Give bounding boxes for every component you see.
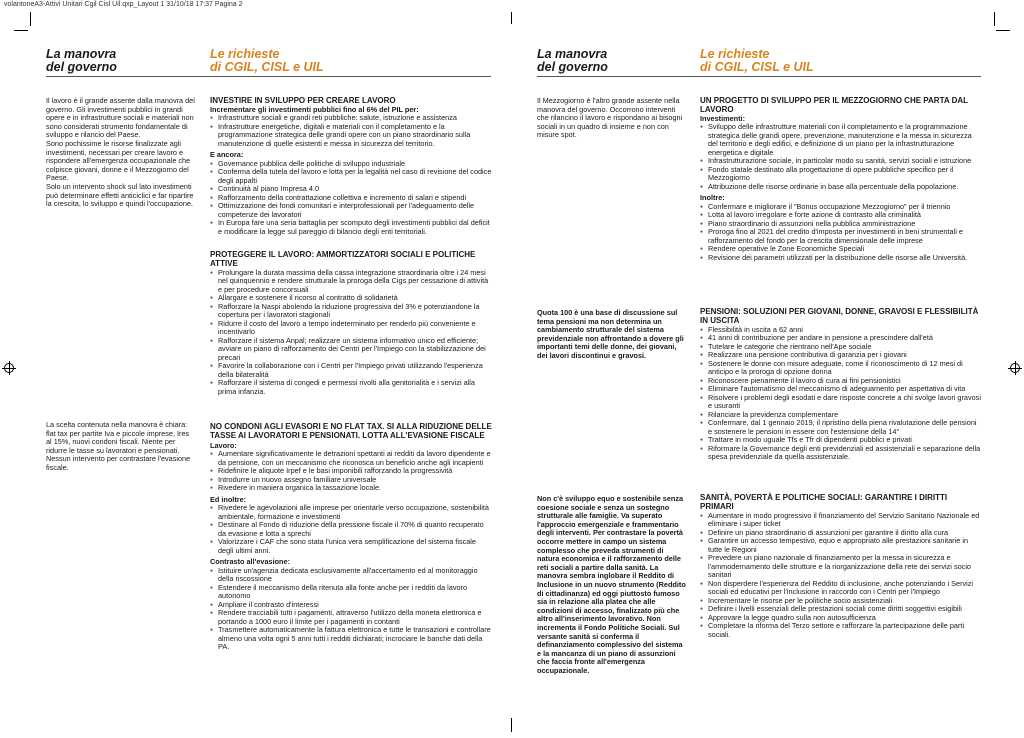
crop-mark — [14, 30, 28, 31]
list-item: ● Ridefinire le aliquote Irpef e le basi imponibili rafforzando la progressività — [210, 467, 492, 476]
list-item: ● Rafforzare la Naspi abolendo la riduzione progressiva del 3% e potenziandone la copertura per i lavoratori stagionali — [210, 303, 492, 320]
list-item: ● Prolungare la durata massima della cassa integrazione straordinaria oltre i 24 mesi nel quinquennio e rendere strutturale la proroga della Cigs per cessazione di attività e per procedure concorsuali — [210, 269, 492, 295]
list-item: ● Garantire un accesso tempestivo, equo e appropriato alle prestazioni sanitarie in tutte le Regioni — [700, 537, 982, 554]
list-item: ● Introdurre un nuovo assegno familiare universale — [210, 476, 492, 485]
list-item: ● Riformare la Governance degli enti previdenziali ed assistenziali e separazione della spesa previdenziale da quella assistenziale. — [700, 445, 982, 462]
section-subtitle: Investimenti: — [700, 113, 746, 123]
gov-text-pensioni: Quota 100 è una base di discussione sul tema pensioni ma non determina un cambiamento strutturale del sistema previdenziale non affrontando a dovere gli importanti temi delle donne, dei giovani, dei lavori discontinui e gravosi. — [537, 308, 684, 360]
list-item: ● Continuità al piano Impresa 4.0 — [210, 185, 492, 194]
list-item: ● In Europa fare una seria battaglia per scomputo degli investimenti pubblici dal deficit e modificare la legge sul pareggio di bilancio degli enti territoriali. — [210, 219, 492, 236]
list-item: ● Infrastrutturazione sociale, in particolar modo su sanità, servizi sociali e istruzione — [700, 157, 982, 166]
section-title: NO CONDONI AGLI EVASORI E NO FLAT TAX. SI ALLA RIDUZIONE DELLE TASSE AI LAVORATORI E PENSIONATI. LOTTA ALL'EVASIONE FISCALE — [210, 422, 492, 440]
list-item: ● Confermare, dal 1 gennaio 2019, il ripristino della piena rivalutazione delle pensioni e sostenere le pensioni in essere con l'estensione della 14° — [700, 419, 982, 436]
gov-text-lavoro: Il lavoro è il grande assente dalla manovra del governo. Gli investimenti pubblici in grandi opere e in infrastrutture sociali e materiali non sono considerati strumento fondamentale di sviluppo e rilancio del Paese. Sono pochissime le risorse finalizzate agli investimenti, necessari per creare lavoro e rispondere all'emergenza occupazionale che colpisce giovani, donne e il Mezzogiorno del Paese. Solo un intervento shock sul lato investimenti può determinare effetti anticiclici e far ripartire la crescita, lo sviluppo e quindi l'occupazione. — [46, 96, 195, 209]
crop-mark — [30, 12, 31, 26]
crop-mark — [511, 12, 512, 24]
list-item: ● Risolvere i problemi degli esodati e dare risposte concrete a chi svolge lavori gravosi e usuranti — [700, 394, 982, 411]
gov-text-sanita: Non c'è sviluppo equo e sostenibile senza coesione sociale e senza un sostegno strutturale alle famiglie. Va superato l'approccio emergenziale e frammentario degli interventi. Per contrastare la povertà occorre mettere in campo un sistema complesso che preveda strumenti di natura economica e il rafforzamento delle reti sociali a partire dalla sanità. La manovra sembra inglobare il Reddito di Inclusione in un nuovo strumento (Reddito di cittadinanza) ed oggi piuttosto fumoso sia in relazione alla platea che alle condizioni di accesso, finalizzato più che altro all'inserimento lavorativo. Non incrementa il Fondo Politiche Sociali. Sul versante sanità si conferma il definanziamento complessivo del sistema e la mancanza di un piano di assunzioni che faccia fronte all'emergenza occupazionale. — [537, 494, 686, 675]
section-subtitle: Incrementare gli investimenti pubblici fino al 6% del PIL per: — [210, 104, 419, 114]
list-item: ● Valorizzare i CAF che sono stata l'unica vera semplificazione del sistema fiscale degli ultimi anni. — [210, 538, 492, 555]
list-item: ● Sostenere le donne con misure adeguate, come il riconoscimento di 12 mesi di anticipo e la proroga di opzione donna — [700, 360, 982, 377]
crop-mark — [996, 30, 1010, 31]
list-item: ● 41 anni di contribuzione per andare in pensione a prescindere dall'età — [700, 334, 982, 343]
list-item: ● Revisione dei parametri utilizzati per la distribuzione delle risorse alle Università. — [700, 254, 982, 263]
list-item: ● Flessibilità in uscita a 62 anni — [700, 326, 982, 335]
list-item: ● Estendere il meccanismo della ritenuta alla fonte anche per i redditi da lavoro autonomo — [210, 584, 492, 601]
list-item: ● Ottimizzazione dei fondi comunitari e interprofessionali per l'adeguamento delle competenze dei lavoratori — [210, 202, 492, 219]
section-subtitle: Inoltre: — [700, 193, 725, 203]
list-item: ● Non disperdere l'esperienza del Reddito di inclusione, anche potenziando i Servizi sociali ed educativi per l'inclusione in raccordo con i Centri per l'Impiego — [700, 580, 982, 597]
header-gov-right: La manovra del governo — [537, 47, 608, 74]
registration-mark — [1010, 363, 1020, 373]
header-rule — [537, 76, 981, 77]
list-item: ● Approvare la legge quadro sulla non autosufficienza — [700, 614, 982, 623]
header-gov-left: La manovra del governo — [46, 47, 117, 74]
list-item: ● Rivedere le agevolazioni alle imprese per orientarle verso occupazione, sostenibilità ambientale, formazione e investimenti — [210, 504, 492, 521]
list-item: ● Istituire un'agenzia dedicata esclusivamente all'accertamento ed al monitoraggio della riscossione — [210, 567, 492, 584]
list-item: ● Governance pubblica delle politiche di sviluppo industriale — [210, 160, 492, 169]
section-mezzogiorno — [700, 97, 982, 262]
list-item: ● Definire i livelli essenziali delle prestazioni sociali come diritti soggettivi esigibili — [700, 605, 982, 614]
list-item: ● Fondo statale destinato alla progettazione di opere pubbliche specifico per il Mezzogiorno — [700, 166, 982, 183]
list-item: ● Trasmettere automaticamente la fattura elettronica e tutte le transazioni e controllare almeno una volta ogni 5 anni tutti i redditi dichiarati; incrociare le banche dati della PA. — [210, 626, 492, 652]
section-subtitle: Lavoro: — [210, 440, 237, 450]
section-sanita — [700, 494, 982, 639]
list-item: ● Piano straordinario di assunzioni nella pubblica amministrazione — [700, 220, 982, 229]
list-item: ● Allargare e sostenere il ricorso al contratto di solidarietà — [210, 294, 492, 303]
list-item: ● Prevedere un piano nazionale di finanziamento per la messa in sicurezza e l'ammodernamento delle strutture e la riorganizzazione della rete dei servizi socio sanitari — [700, 554, 982, 580]
section-title: SANITÀ, POVERTÀ E POLITICHE SOCIALI: GARANTIRE I DIRITTI PRIMARI — [700, 493, 948, 511]
list-item: ● Definire un piano straordinario di assunzioni per garantire il diritto alla cura — [700, 529, 982, 538]
crop-mark — [511, 718, 512, 732]
list-item: ● Tutelare le categorie che rientrano nell'Ape sociale — [700, 343, 982, 352]
list-item: ● Infrastrutture sociali e grandi reti pubbliche: salute, istruzione e assistenza — [210, 114, 492, 123]
list-item: ● Ridurre il costo del lavoro a tempo indeterminato per renderlo più conveniente e incentivarlo — [210, 320, 492, 337]
list-item: ● Rivedere in maniera organica la tassazione locale. — [210, 484, 492, 493]
list-item: ● Conferma della tutela del lavoro e lotta per la legalità nel caso di revisione del codice degli appalti — [210, 168, 492, 185]
list-item: ● Favorire la collaborazione con i Centri per l'Impiego privati utilizzando l'esperienza della bilateralità — [210, 362, 492, 379]
list-item: ● Proroga fino al 2021 del credito d'imposta per investimenti in beni strumentali e rafforzamento del fondo per la crescita dimensionale delle imprese — [700, 228, 982, 245]
crop-mark — [994, 12, 995, 26]
section-condoni — [210, 423, 492, 652]
list-item: ● Lotta al lavoro irregolare e forte azione di contrasto alla criminalità — [700, 211, 982, 220]
section-title: PROTEGGERE IL LAVORO: AMMORTIZZATORI SOCIALI E POLITICHE ATTIVE — [210, 250, 476, 268]
list-item: ● Infrastrutture energetiche, digitali e materiali con il completamento e la programmazione strategica delle grandi opere con un piano straordinario sulla manutenzione di quelle esistenti e messa in sicurezza del territorio. — [210, 123, 492, 149]
section-title: UN PROGETTO DI SVILUPPO PER IL MEZZOGIORNO CHE PARTA DAL LAVORO — [700, 96, 968, 114]
list-item: ● Incrementare le risorse per le politiche socio assistenziali — [700, 597, 982, 606]
section-subtitle: Ed inoltre: — [210, 494, 247, 504]
list-item: ● Aumentare in modo progressivo il finanziamento del Servizio Sanitario Nazionale ed eliminare i super ticket — [700, 512, 982, 529]
header-rule — [46, 76, 491, 77]
list-item: ● Riconoscere pienamente il lavoro di cura ai fini pensionistici — [700, 377, 982, 386]
print-slug: volantoneA3-Attivi Unitari Cgil Cisl Uil.qxp_Layout 1 31/10/18 17:37 Pagina 2 — [4, 1, 243, 8]
gov-text-fisco: La scelta contenuta nella manovra è chiara: flat tax per partite Iva e piccole imprese, Ires al 15%, nuovi condoni fiscali. Niente per ridurre le tasse su lavoratori e pensionati. Nessun intervento per contrastare l'evasione fiscale. — [46, 420, 191, 472]
list-item: ● Destinare al Fondo di riduzione della pressione fiscale il 70% di quanto recuperato da evasione e lotta a sprechi — [210, 521, 492, 538]
list-item: ● Rendere operative le Zone Economiche Speciali — [700, 245, 982, 254]
list-item: ● Rilanciare la previdenza complementare — [700, 411, 982, 420]
section-investire — [210, 97, 492, 236]
list-item: ● Completare la riforma del Terzo settore e rafforzare la partecipazione delle parti sociali. — [700, 622, 982, 639]
list-item: ● Rafforzamento della contrattazione collettiva e incremento di salari e stipendi — [210, 194, 492, 203]
section-title: PENSIONI: SOLUZIONI PER GIOVANI, DONNE, GRAVOSI E FLESSIBILITÀ IN USCITA — [700, 307, 979, 325]
gov-text-sud: Il Mezzogiorno è l'altro grande assente nella manovra del governo. Occorrono interventi che rilancino il lavoro e rispondano ai bisogni sociali in un quadro di insieme e non con misure spot. — [537, 96, 683, 140]
registration-mark — [4, 363, 14, 373]
list-item: ● Rafforzare il sistema di congedi e permessi rivolti alla genitorialità e i servizi alla prima infanzia. — [210, 379, 492, 396]
list-item: ● Confermare e migliorare il "Bonus occupazione Mezzogiorno" per il triennio — [700, 203, 982, 212]
list-item: ● Ampliare il contrasto d'interessi — [210, 601, 492, 610]
list-item: ● Attribuzione delle risorse ordinarie in base alla percentuale della popolazione. — [700, 183, 982, 192]
list-item: ● Eliminare l'automatismo del meccanismo di adeguamento per aspettativa di vita — [700, 385, 982, 394]
section-subtitle: Contrasto all'evasione: — [210, 557, 290, 567]
header-req-left: Le richieste di CGIL, CISL e UIL — [210, 47, 324, 74]
section-title: INVESTIRE IN SVILUPPO PER CREARE LAVORO — [210, 96, 396, 105]
list-item: ● Sviluppo delle infrastrutture materiali con il completamento e la programmazione strategica delle grandi opere, prevenzione, manutenzione e la messa in sicurezza del territorio e degli edifici, e definizione di un piano per la infrastrutturazione energetica e digitale — [700, 123, 982, 157]
list-item: ● Rendere tracciabili tutti i pagamenti, attraverso l'utilizzo della moneta elettronica e portando a 1000 euro il limite per i pagamenti in contanti — [210, 609, 492, 626]
section-pensioni — [700, 308, 982, 462]
section-subtitle: E ancora: — [210, 150, 244, 160]
list-item: ● Rafforzare il sistema Anpal; realizzare un sistema informativo unico ed efficiente; avviare un piano di rafforzamento dei Centri per l'Impiego con la stabilizzazione dei precari — [210, 337, 492, 363]
list-item: ● Trattare in modo uguale Tfs e Tfr di dipendenti pubblici e privati — [700, 436, 982, 445]
header-req-right: Le richieste di CGIL, CISL e UIL — [700, 47, 814, 74]
section-proteggere — [210, 251, 492, 396]
list-item: ● Aumentare significativamente le detrazioni spettanti ai redditi da lavoro dipendente e da pensione, con un meccanismo che riconosca un beneficio anche agli incapienti — [210, 450, 492, 467]
list-item: ● Realizzare una pensione contributiva di garanzia per i giovani — [700, 351, 982, 360]
